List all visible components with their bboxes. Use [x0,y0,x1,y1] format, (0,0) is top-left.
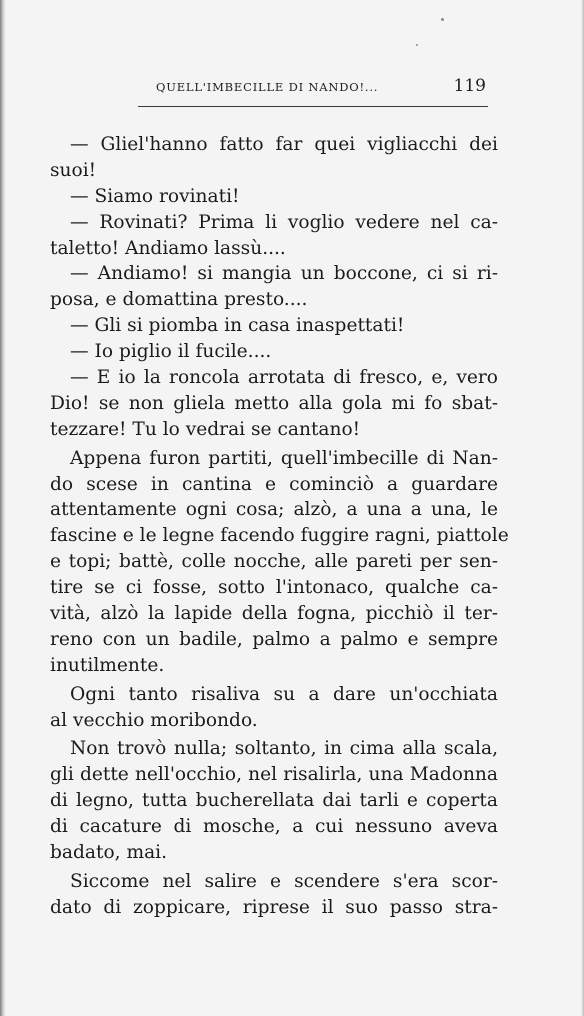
text-line: — Andiamo! si mangia un boccone, ci si ri- [70,263,498,285]
text-line: tezzare! Tu lo vedrai se cantano! [50,418,361,440]
body-text [50,132,509,921]
running-head [156,78,486,100]
text-line: Ogni tanto risaliva su a dare un'occhiata [70,683,498,705]
page-number: 119 [453,76,486,96]
text-line: Dio! se non gliela metto alla gola mi fo sbat- [50,392,498,414]
text-line: di cacature di mosche, a cui nessuno aveva [50,816,498,838]
text-line: attentamente ogni cosa; alzò, a una a una, le [50,499,498,521]
page-edge-shadow [0,0,6,1016]
text-line: dato di zoppicare, riprese il suo passo stra- [50,896,498,918]
text-line: — E io la roncola arrotata di fresco, e, vero [70,367,498,389]
paper-speck [441,18,444,21]
text-line: fascine e le legne facendo fuggire ragni, piattole [50,525,509,547]
text-line: di legno, tutta bucherellata dai tarli e coperta [50,790,498,812]
text-line: Non trovò nulla; soltanto, in cima alla scala, [70,738,498,760]
text-line: — Gli si piomba in casa inaspettati! [70,315,405,337]
text-line: taletto! Andiamo lassù.... [50,237,286,259]
header-rule [138,106,488,107]
paper-speck [416,44,418,46]
text-line: Appena furon partiti, quell'imbecille di Nan- [70,447,498,469]
text-line: tire se ci fosse, sotto l'intonaco, qualche ca- [50,577,498,599]
running-title: QUELL'IMBECILLE DI NANDO!... [156,80,379,94]
text-line: vità, alzò la lapide della fogna, picchiò il ter- [50,603,498,625]
text-line: — Gliel'hanno fatto far quei vigliacchi dei [70,134,498,155]
text-line: e topi; battè, colle nocche, alle pareti per sen- [50,551,498,573]
text-line: suoi! [50,159,97,181]
text-line: al vecchio moribondo. [50,709,258,731]
text-line: gli dette nell'occhio, nel risalirla, una Madonna [50,764,498,786]
text-line: do scese in cantina e cominciò a guardare [50,473,498,495]
text-line: reno con un badile, palmo a palmo e sempre [50,628,498,650]
text-line: — Io piglio il fucile.... [70,341,272,363]
text-line: — Siamo rovinati! [70,185,240,207]
text-line: inutilmente. [50,654,165,676]
text-line: — Rovinati? Prima li voglio vedere nel ca- [70,211,498,233]
text-line: Siccome nel salire e scendere s'era scor- [70,870,498,892]
text-line: posa, e domattina presto.... [50,289,308,311]
text-line: badato, mai. [50,842,168,864]
